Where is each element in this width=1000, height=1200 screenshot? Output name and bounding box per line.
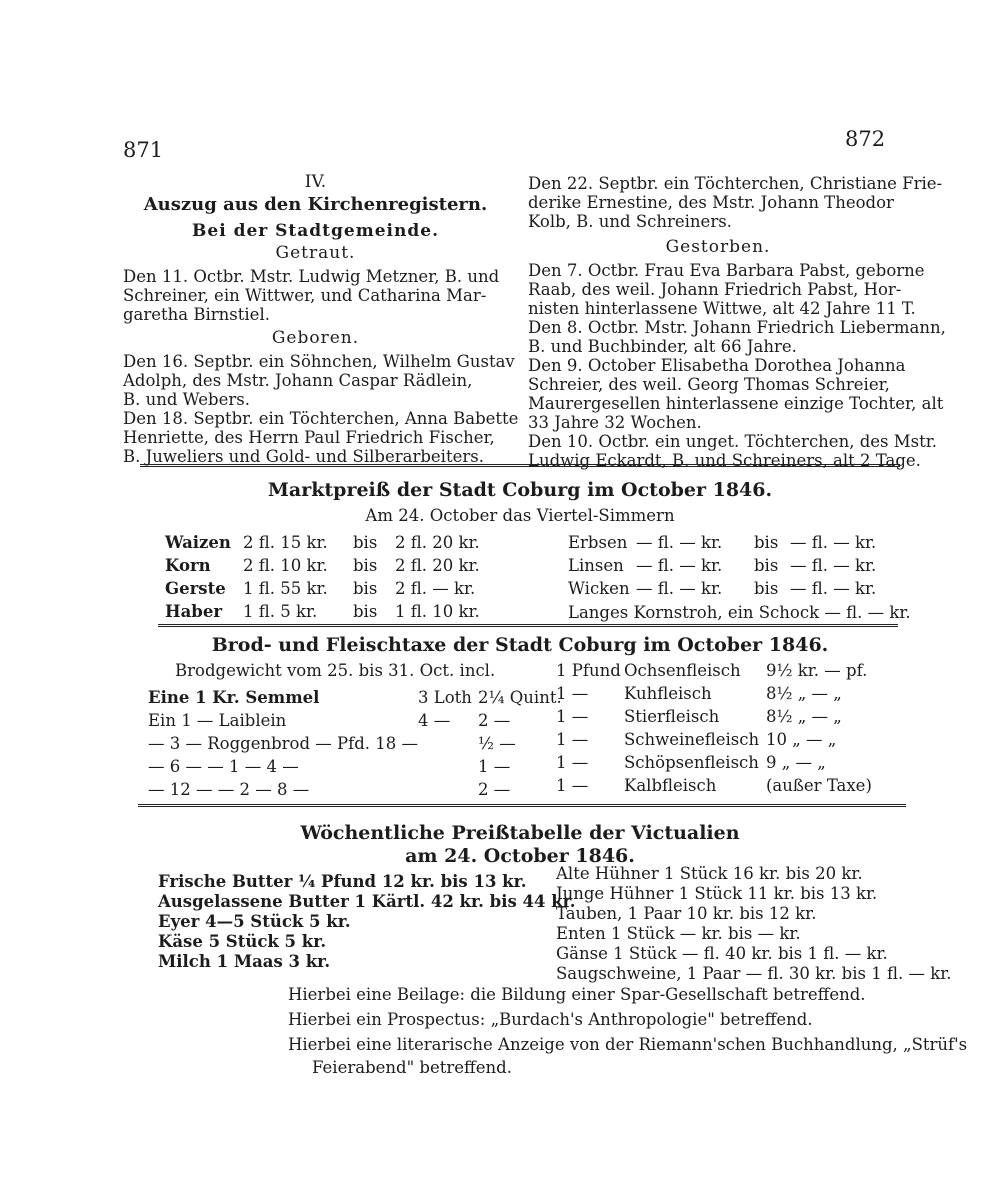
table-row bbox=[148, 686, 562, 709]
text-line: Schreiner, ein Wittwer, und Catharina Mar- bbox=[123, 286, 487, 305]
section-divider bbox=[158, 624, 898, 627]
text-line: Schreier, des weil. Georg Thomas Schreier, bbox=[528, 375, 890, 394]
market-price-title: Marktpreiß der Stadt Coburg im October 1846. bbox=[267, 479, 773, 501]
bis-label: bis bbox=[754, 556, 779, 575]
text-line: Kolb, B. und Schreiners. bbox=[528, 212, 732, 231]
list-item: Milch 1 Maas 3 kr. bbox=[158, 952, 331, 971]
table-row bbox=[556, 659, 872, 682]
parish-subheading: Bei der Stadtgemeinde. bbox=[192, 221, 439, 241]
meat-price-table bbox=[556, 659, 872, 797]
meat-price: 10 „ — „ bbox=[766, 730, 837, 749]
list-item: Käse 5 Stück 5 kr. bbox=[158, 932, 327, 951]
text-line: derike Ernestine, des Mstr. Johann Theodor bbox=[528, 193, 894, 212]
bis-label: bis bbox=[353, 556, 378, 575]
section-divider bbox=[138, 804, 906, 807]
church-register-heading: Auszug aus den Kirchenregistern. bbox=[143, 194, 488, 215]
section-divider bbox=[140, 464, 900, 467]
price-to: — fl. — kr. bbox=[790, 579, 877, 598]
text-line: B. und Buchbinder, alt 66 Jahre. bbox=[528, 337, 797, 356]
bread-loth bbox=[418, 778, 478, 801]
table-row bbox=[165, 577, 480, 600]
price-from: 1 fl. 55 kr. bbox=[243, 579, 328, 598]
item-name: Wicken bbox=[568, 579, 630, 598]
table-row bbox=[165, 531, 480, 554]
item-name: Erbsen bbox=[568, 533, 628, 552]
market-price-subtitle: Am 24. October das Viertel-Simmern bbox=[365, 506, 675, 525]
table-row bbox=[165, 554, 480, 577]
prospectus-note: Hierbei ein Prospectus: „Burdach's Anthropologie" betreffend. bbox=[288, 1010, 813, 1029]
meat-name: Kuhfleisch bbox=[624, 684, 712, 703]
text-line: Den 16. Septbr. ein Söhnchen, Wilhelm Gustav bbox=[123, 352, 515, 371]
geboren-heading: Geboren. bbox=[271, 328, 360, 348]
table-row bbox=[148, 755, 562, 778]
bis-label: bis bbox=[353, 579, 378, 598]
table-row bbox=[165, 600, 480, 623]
meat-price: 9 „ — „ bbox=[766, 753, 826, 772]
meat-name: Ochsenfleisch bbox=[624, 661, 741, 680]
price-to: 2 fl. — kr. bbox=[395, 579, 476, 598]
victuals-right-list bbox=[556, 864, 952, 984]
victuals-left-list bbox=[158, 872, 576, 972]
list-item: Enten 1 Stück — kr. bis — kr. bbox=[556, 924, 801, 943]
price-from: 2 fl. 10 kr. bbox=[243, 556, 328, 575]
bread-loth bbox=[418, 732, 478, 755]
bread-item: — 12 — — 2 — 8 — bbox=[148, 780, 310, 799]
table-row bbox=[556, 728, 872, 751]
getraut-heading: Getraut. bbox=[275, 243, 356, 263]
bread-item: — 6 — — 1 — 4 — bbox=[148, 757, 299, 776]
meat-price: (außer Taxe) bbox=[766, 776, 872, 795]
text-line: B. und Webers. bbox=[123, 390, 250, 409]
table-row bbox=[148, 709, 562, 732]
list-item: Frische Butter ¼ Pfund 12 kr. bis 13 kr. bbox=[158, 872, 527, 891]
table-row bbox=[568, 554, 876, 577]
text-line: Den 7. Octbr. Frau Eva Barbara Pabst, geborne bbox=[528, 261, 925, 280]
meat-qty: 1 — bbox=[556, 730, 589, 749]
bis-label: bis bbox=[353, 533, 378, 552]
table-row bbox=[556, 774, 872, 797]
meat-qty: 1 Pfund bbox=[556, 661, 621, 680]
bread-meat-tax-title: Brod- und Fleischtaxe der Stadt Coburg im October 1846. bbox=[211, 634, 829, 656]
grain-name: Haber bbox=[165, 602, 223, 621]
grain-name: Waizen bbox=[165, 533, 231, 552]
text-line: Ludwig Eckardt, B. und Schreiners, alt 2 Tage. bbox=[528, 451, 921, 470]
meat-qty: 1 — bbox=[556, 776, 589, 795]
list-item: Ausgelassene Butter 1 Kärtl. 42 kr. bis 44 kr. bbox=[158, 892, 576, 911]
bread-loth: 4 — bbox=[418, 711, 451, 730]
left-page-number: 871 bbox=[123, 138, 164, 162]
price-from: 1 fl. 5 kr. bbox=[243, 602, 318, 621]
text-line: garetha Birnstiel. bbox=[123, 305, 270, 324]
grain-name: Gerste bbox=[165, 579, 226, 598]
text-line: Den 18. Septbr. ein Töchterchen, Anna Babette bbox=[123, 409, 519, 428]
church-register-right bbox=[528, 174, 946, 470]
victuals-date: am 24. October 1846. bbox=[405, 845, 635, 867]
literary-notice-note-cont: Feierabend" betreffend. bbox=[312, 1058, 512, 1077]
geboren-entries bbox=[123, 352, 519, 466]
price-from: — fl. — kr. bbox=[636, 579, 723, 598]
bread-item: — 3 — Roggenbrod — Pfd. 18 — bbox=[148, 734, 419, 753]
meat-qty: 1 — bbox=[556, 684, 589, 703]
meat-price: 9½ kr. — pf. bbox=[766, 661, 868, 680]
bread-weight-date: Brodgewicht vom 25. bis 31. Oct. incl. bbox=[175, 661, 496, 680]
text-line: Adolph, des Mstr. Johann Caspar Rädlein, bbox=[123, 371, 473, 390]
gestorben-entries bbox=[528, 261, 946, 470]
getraut-entries bbox=[123, 267, 508, 324]
section-roman-numeral: IV. bbox=[304, 172, 327, 192]
meat-name: Schweinefleisch bbox=[624, 730, 760, 749]
table-row bbox=[148, 778, 562, 801]
list-item: Tauben, 1 Paar 10 kr. bis 12 kr. bbox=[556, 904, 817, 923]
victuals-title: Wöchentliche Preißtabelle der Victualien bbox=[300, 822, 740, 844]
bread-loth bbox=[418, 755, 478, 778]
bread-quint: 2 — bbox=[478, 780, 511, 799]
bis-label: bis bbox=[754, 579, 779, 598]
table-row bbox=[568, 531, 876, 554]
text-line: Den 10. Octbr. ein unget. Töchterchen, des Mstr. bbox=[528, 432, 938, 451]
bread-quint: 1 — bbox=[478, 757, 511, 776]
meat-price: 8½ „ — „ bbox=[766, 707, 842, 726]
grain-name: Korn bbox=[165, 556, 211, 575]
text-line: 33 Jahre 32 Wochen. bbox=[528, 413, 702, 432]
price-from: — fl. — kr. bbox=[636, 556, 723, 575]
text-line: Den 22. Septbr. ein Töchterchen, Christiane Frie- bbox=[528, 174, 943, 193]
right-page-number: 872 bbox=[845, 127, 886, 151]
meat-qty: 1 — bbox=[556, 707, 589, 726]
table-row bbox=[556, 682, 872, 705]
table-row bbox=[556, 705, 872, 728]
price-to: 2 fl. 20 kr. bbox=[395, 556, 480, 575]
text-line: Den 8. Octbr. Mstr. Johann Friedrich Liebermann, bbox=[528, 318, 946, 337]
text-line: Henriette, des Herrn Paul Friedrich Fischer, bbox=[123, 428, 495, 447]
bread-item: Ein 1 — Laiblein bbox=[148, 711, 287, 730]
item-name: Linsen bbox=[568, 556, 624, 575]
meat-qty: 1 — bbox=[556, 753, 589, 772]
bis-label: bis bbox=[353, 602, 378, 621]
bread-quint: ½ — bbox=[478, 734, 516, 753]
text-line: Den 11. Octbr. Mstr. Ludwig Metzner, B. und bbox=[123, 267, 500, 286]
bread-weight-table bbox=[148, 686, 562, 801]
table-row bbox=[568, 577, 876, 600]
legume-price-table bbox=[568, 531, 876, 600]
price-to: — fl. — kr. bbox=[790, 533, 877, 552]
bread-quint: 2¼ Quint. bbox=[478, 688, 562, 707]
text-line: Maurergesellen hinterlassene einzige Tochter, alt bbox=[528, 394, 944, 413]
text-line: nisten hinterlassene Wittwe, alt 42 Jahre 11 T. bbox=[528, 299, 916, 318]
table-row bbox=[556, 751, 872, 774]
bis-label: bis bbox=[754, 533, 779, 552]
bread-item: Eine 1 Kr. Semmel bbox=[148, 688, 320, 707]
literary-notice-note: Hierbei eine literarische Anzeige von der Riemann'schen Buchhandlung, „Strüf's bbox=[288, 1035, 968, 1054]
grain-price-table bbox=[165, 531, 480, 623]
meat-name: Schöpsenfleisch bbox=[624, 753, 759, 772]
bread-loth: 3 Loth bbox=[418, 688, 472, 707]
price-to: — fl. — kr. bbox=[790, 556, 877, 575]
list-item: Alte Hühner 1 Stück 16 kr. bis 20 kr. bbox=[556, 864, 863, 883]
table-row bbox=[148, 732, 562, 755]
meat-name: Stierfleisch bbox=[624, 707, 720, 726]
price-to: 2 fl. 20 kr. bbox=[395, 533, 480, 552]
straw-price-line: Langes Kornstroh, ein Schock — fl. — kr. bbox=[568, 603, 911, 622]
price-from: — fl. — kr. bbox=[636, 533, 723, 552]
price-from: 2 fl. 15 kr. bbox=[243, 533, 328, 552]
list-item: Eyer 4—5 Stück 5 kr. bbox=[158, 912, 351, 931]
text-line: B. Juweliers und Gold- und Silberarbeiters. bbox=[123, 447, 484, 466]
supplement-note: Hierbei eine Beilage: die Bildung einer Spar-Gesellschaft betreffend. bbox=[288, 985, 866, 1004]
meat-price: 8½ „ — „ bbox=[766, 684, 842, 703]
text-line: Den 9. October Elisabetha Dorothea Johanna bbox=[528, 356, 906, 375]
bread-quint: 2 — bbox=[478, 711, 511, 730]
list-item: Gänse 1 Stück — fl. 40 kr. bis 1 fl. — kr. bbox=[556, 944, 888, 963]
list-item: Junge Hühner 1 Stück 11 kr. bis 13 kr. bbox=[556, 884, 878, 903]
list-item: Saugschweine, 1 Paar — fl. 30 kr. bis 1 fl. — kr. bbox=[556, 964, 952, 983]
meat-name: Kalbfleisch bbox=[624, 776, 717, 795]
church-register-left bbox=[123, 172, 519, 466]
birth-entries-continued bbox=[528, 174, 943, 231]
text-line: Raab, des weil. Johann Friedrich Pabst, Hor- bbox=[528, 280, 902, 299]
gestorben-heading: Gestorben. bbox=[665, 237, 771, 257]
price-to: 1 fl. 10 kr. bbox=[395, 602, 480, 621]
